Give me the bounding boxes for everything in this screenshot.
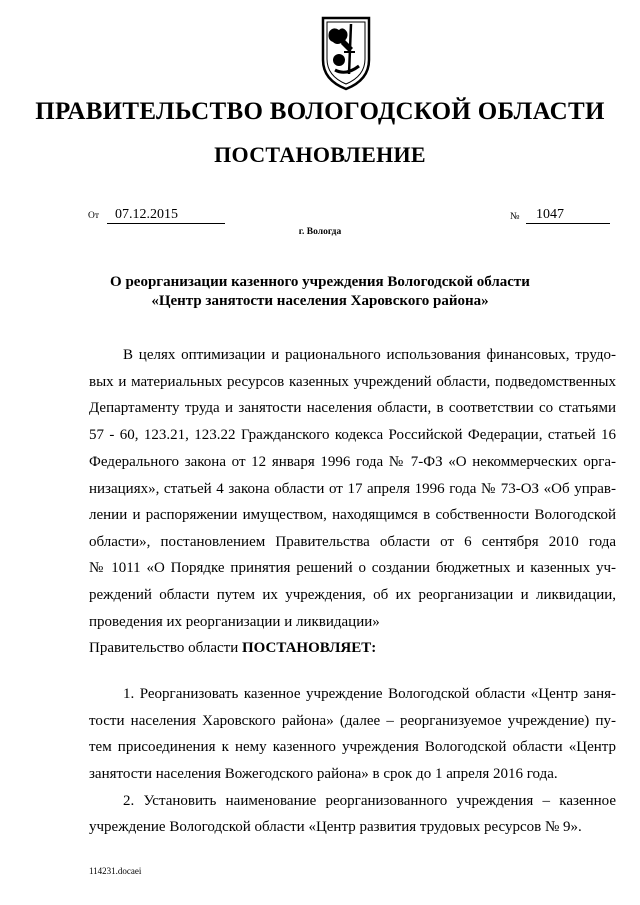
date-prefix: От [88, 211, 100, 221]
decree-keyword: ПОСТАНОВЛЯЕТ: [241, 640, 377, 656]
paragraph-line: области», постановлением Правительства области от 6 сентября 2010 года [89, 534, 616, 550]
document-subject [0, 273, 640, 311]
city-label: г. Вологда [298, 227, 342, 237]
paragraph-line: лении и распоряжении имуществом, находящимся в собственности Вологодской [89, 507, 616, 523]
item-line: занятости населения Вожегодского района» в срок до 1 апреля 2016 года. [89, 766, 558, 782]
paragraph-line: низациях», статьей 4 закона области от 17 апреля 1996 года № 73-ОЗ «Об управ- [89, 481, 616, 497]
paragraph-line: № 1011 «О Порядке принятия решений о создании бюджетных и казенных уч- [89, 560, 616, 576]
decree-clause [89, 639, 616, 657]
government-title: ПРАВИТЕЛЬСТВО ВОЛОГОДСКОЙ ОБЛАСТИ [35, 98, 605, 125]
item-line: тем присоединения к нему казенного учреждения Вологодской области «Центр [89, 739, 616, 755]
document-type-title: ПОСТАНОВЛЕНИЕ [214, 142, 426, 167]
item-line: учреждение Вологодской области «Центр развития трудовых ресурсов № 9». [89, 819, 582, 835]
paragraph-line: 57 - 60, 123.21, 123.22 Гражданского кодекса Российской Федерации, статьей 16 [89, 427, 616, 443]
decree-prefix: Правительство области [89, 640, 242, 656]
coat-of-arms-emblem [319, 14, 373, 92]
paragraph-line: В целях оптимизации и рационального использования финансовых, трудо- [123, 347, 616, 363]
item-line: 2. Установить наименование реорганизованного учреждения – казенное [123, 793, 616, 809]
subject-line: «Центр занятости населения Харовского района» [151, 293, 489, 309]
document-date: 07.12.2015 [107, 206, 225, 224]
paragraph-line: Федерального закона от 12 января 1996 года № 7-ФЗ «О некоммерческих орга- [89, 454, 616, 470]
number-prefix: № [510, 211, 520, 222]
paragraph-line: проведения их реорганизации и ликвидации» [89, 614, 380, 630]
footer-file-name: 114231.docaei [89, 866, 142, 876]
item-line: тости населения Харовского района» (далее – реорганизуемое учреждение) пу- [89, 713, 616, 729]
subject-line: О реорганизации казенного учреждения Вологодской области [110, 274, 530, 290]
paragraph-line: реждений области путем их учреждения, об их реорганизации и ликвидации, [89, 587, 616, 603]
document-number: 1047 [526, 206, 610, 224]
item-line: 1. Реорганизовать казенное учреждение Вологодской области «Центр заня- [123, 686, 616, 702]
paragraph-line: вых и материальных ресурсов казенных учреждений области, подведомственных [89, 374, 616, 390]
paragraph-line: Департаменту труда и занятости населения области, в соответствии со статьями [89, 400, 616, 416]
